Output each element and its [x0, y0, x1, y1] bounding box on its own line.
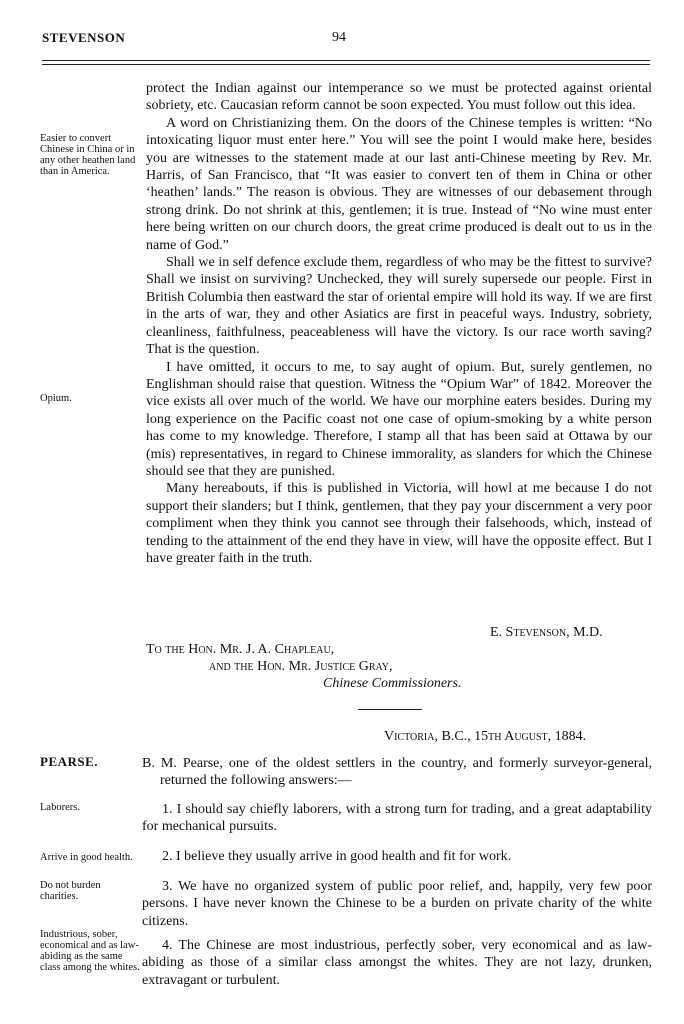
running-title: STEVENSON [42, 30, 126, 45]
margin-note-laborers: Laborers. [40, 802, 80, 813]
pearse-intro-text: B. M. Pearse, one of the oldest settlers in the country, and formerly surveyor-general, returned the following answers:— [142, 756, 652, 789]
answer-1-text: 1. I should say chiefly laborers, with a strong turn for trading, and a great adaptability for mechanical pursuits. [142, 802, 652, 835]
address-line-1 [146, 642, 334, 658]
letter-paragraph-2: A word on Christianizing them. On the doors of the Chinese temples is written: “No intoxicating liquor must enter here.” You will see the point I would make here, besides you are witnesses to the statement made at our last anti-Chinese meeting by Rev. Mr. Harris, of San Francisco, that “It was easier to convert ten of them in China or other ‘heathen’ lands.” The reason is obvious. They are witnesses of our debasement through strong drink. Do not shrink at this, gentlemen; it is true. Instead of “No wine must enter here being written on our church doors, the great crime produced is dealt out to us in the name of God.” [146, 115, 652, 253]
page-number: 94 [332, 30, 346, 45]
margin-note-burden: Do not burden charities. [40, 880, 101, 902]
letter-body [146, 80, 652, 567]
answer-4-text: 4. The Chinese are most industrious, perfectly sober, very economical and as law-abiding as those of a similar class amongst the whites. They are not lazy, drunken, extravagant or turbulent. [142, 938, 652, 988]
address-line-2 [209, 659, 393, 675]
answer-1 [142, 801, 652, 836]
address-text: and the Hon. Mr. Justice Gray, [209, 659, 393, 674]
letter-paragraph-3: Shall we in self defence exclude them, regardless of who may be the fittest to survive? Shall we insist on surviving? Unchecked, they will surely supersede our people. First in British Columbia then eastward the star of oriental empire will hold its way. If we are first in the arts of war, they and other Asiatics are first in peaceful ways. Industry, sobriety, cleanliness, faithfulness, peaceableness will have the victory. Is our race worth saving? That is the question. [146, 255, 652, 358]
margin-note-industrious: Industrious, sober, economical and as law-abiding as the same class among the whites. [40, 929, 140, 973]
header-rule-top [42, 60, 650, 61]
header-rule-bottom [42, 64, 650, 65]
answer-4 [142, 937, 652, 989]
pearse-intro [142, 755, 652, 790]
address-text: To the Hon. Mr. J. A. Chapleau, [146, 642, 335, 657]
margin-note-arrive: Arrive in good health. [40, 852, 133, 863]
margin-note-easier: Easier to convert Chinese in China or in any other heathen land than in America. [40, 133, 136, 177]
answer-3 [142, 878, 652, 930]
dateline: Victoria, B.C., 15th August, 1884. [384, 729, 587, 744]
letter-paragraph-1: protect the Indian against our intemperance so we must be protected against oriental sobriety, etc. Caucasian reform cannot be soon expected. You must follow out this idea. [146, 81, 652, 114]
address-line-3: Chinese Commissioners. [323, 676, 462, 691]
margin-note-opium: Opium. [40, 393, 72, 404]
letter-paragraph-4: I have omitted, it occurs to me, to say aught of opium. But, surely gentlemen, no Englishman should raise that question. Witness the “Opium War” of 1842. Moreover the vice exists all over much of the world. We have our morphine eaters besides. During my long experience on the Pacific coast not one case of opium-smoking by a white person has come to my knowledge. Therefore, I stamp all that has been said at Ottawa by our (mis) representatives, in regard to Chinese immorality, as slanders for which the Chinese should see that they are punished. [146, 359, 652, 479]
answer-2-text: 2. I believe they usually arrive in good health and fit for work. [162, 849, 512, 864]
answer-2 [142, 848, 652, 865]
margin-note-pearse: PEARSE. [40, 754, 99, 769]
letter-paragraph-5: Many hereabouts, if this is published in Victoria, will howl at me because I do not support their slanders; but I think, gentlemen, that they pay your discernment a very poor compliment when they think you cannot see through their falsehoods, which, instead of tending to the attainment of the end they have in view, will have the opposite effect. But I have greater faith in the truth. [146, 481, 652, 566]
section-divider [358, 709, 422, 710]
signature: E. Stevenson, M.D. [490, 625, 603, 640]
answer-3-text: 3. We have no organized system of public poor relief, and, happily, very few poor persons. I have never known the Chinese to be a burden on private charity of the white citizens. [142, 879, 652, 929]
